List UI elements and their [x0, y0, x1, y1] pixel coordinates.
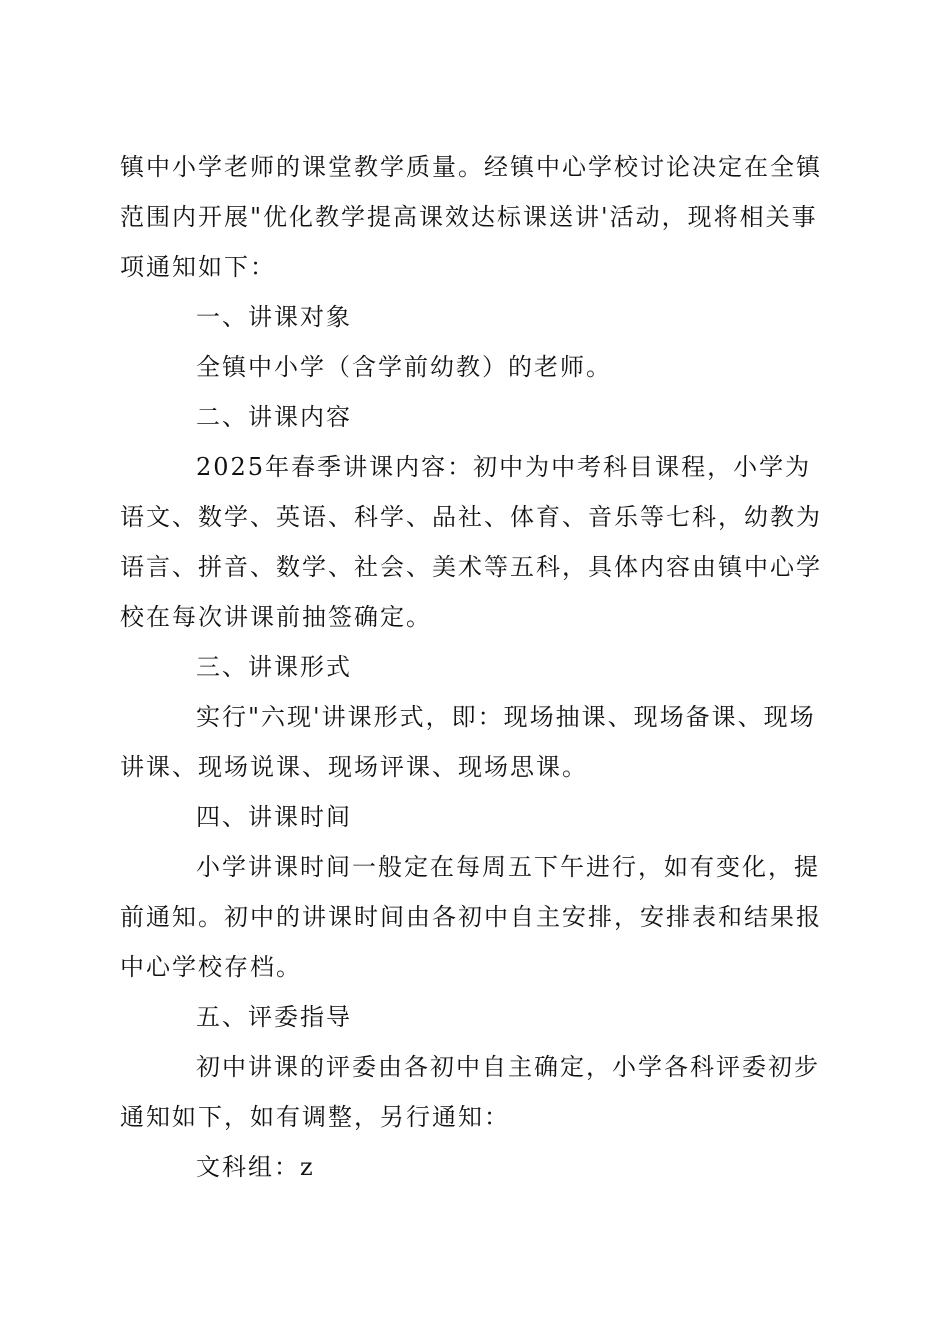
section-heading-1: 一、讲课对象: [196, 303, 352, 331]
document-body: [120, 142, 832, 1192]
paragraph-liberal-arts-group: 文科组：z: [196, 1153, 315, 1181]
section-heading-2: 二、讲课内容: [196, 403, 352, 431]
paragraph-time: 小学讲课时间一般定在每周五下午进行，如有变化，提前通知。初中的讲课时间由各初中自主安排，安排表和结果报中心学校存档。: [120, 853, 822, 981]
section-heading-3: 三、讲课形式: [196, 653, 352, 681]
paragraph-format: 实行"六现'讲课形式，即：现场抽课、现场备课、现场讲课、现场说课、现场评课、现场思课。: [120, 703, 816, 781]
section-heading-4: 四、讲课时间: [196, 803, 352, 831]
section-heading-5: 五、评委指导: [196, 1003, 352, 1031]
paragraph-intro: 镇中小学老师的课堂教学质量。经镇中心学校讨论决定在全镇范围内开展"优化教学提高课效达标课送讲'活动，现将相关事项通知如下：: [120, 153, 822, 281]
paragraph-judges: 初中讲课的评委由各初中自主确定，小学各科评委初步通知如下，如有调整，另行通知：: [120, 1053, 820, 1131]
paragraph-content: 2025年春季讲课内容：初中为中考科目课程，小学为语文、数学、英语、科学、品社、体育、音乐等七科，幼教为语言、拼音、数学、社会、美术等五科，具体内容由镇中心学校在每次讲课前抽签确定。: [120, 453, 822, 631]
paragraph-audience: 全镇中小学（含学前幼教）的老师。: [196, 353, 612, 381]
